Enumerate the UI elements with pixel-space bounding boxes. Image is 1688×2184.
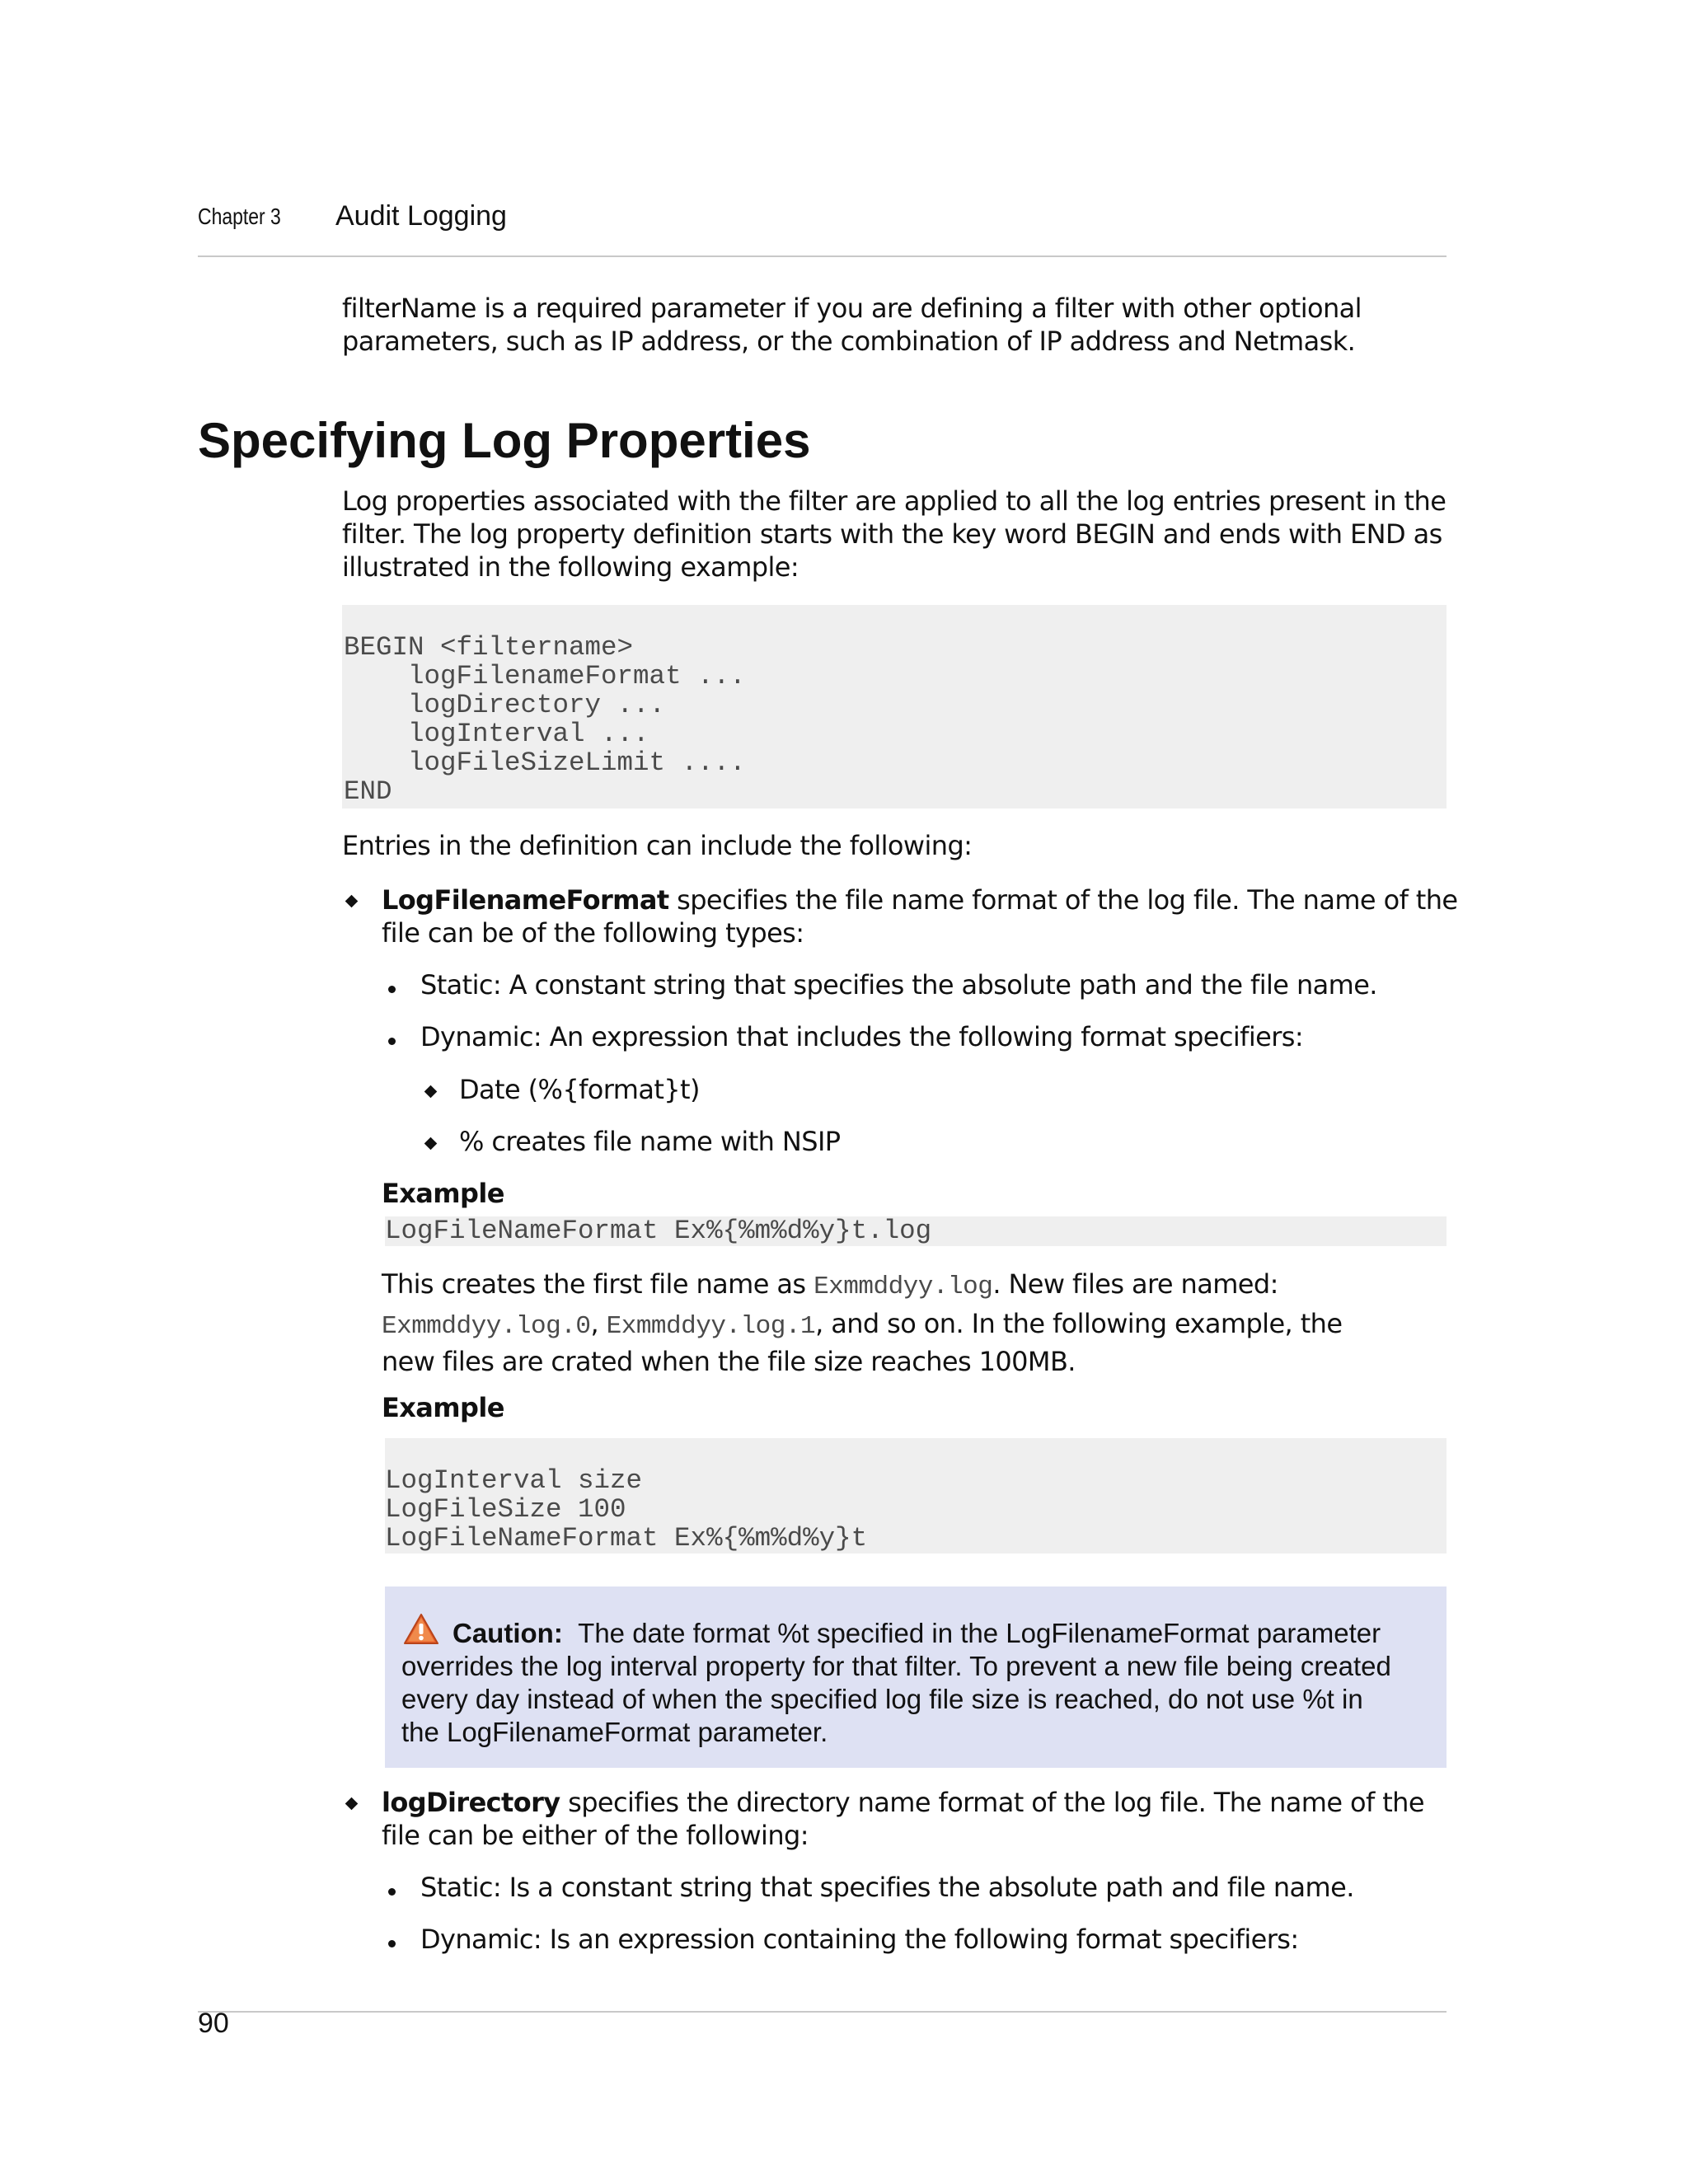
entries-intro-text: Entries in the definition can include the following: [342, 830, 973, 861]
example-description-line-2 [382, 1307, 1453, 1343]
chapter-number: Chapter 3 [198, 204, 281, 229]
term-logfilenameformat: LogFilenameFormat [382, 884, 669, 916]
desc-code-2: Exmmddyy.log.0 [382, 1312, 591, 1341]
dot-bullet-icon [388, 1888, 396, 1896]
section-para-line-1: Log properties associated with the filter are applied to all the log entries present in the [342, 485, 1447, 517]
diamond-bullet-icon [345, 895, 359, 908]
bullet-logfilenameformat-rest: specifies the file name format of the log file. The name of the [668, 884, 1458, 916]
spec-nsip-text: % creates file name with NSIP [459, 1126, 841, 1157]
desc-code-1: Exmmddyy.log [814, 1272, 993, 1301]
example-label-2: Example [382, 1392, 504, 1423]
page-number: 90 [198, 2008, 229, 2039]
code-example-2-text: LogInterval size LogFileSize 100 LogFileNameFormat Ex%{%m%d%y}t [385, 1465, 868, 1554]
caution-box [385, 1586, 1447, 1768]
entries-intro [342, 829, 1447, 862]
diamond-bullet-icon [424, 1137, 438, 1151]
code-example-2 [385, 1438, 1447, 1554]
chapter-title: Audit Logging [335, 200, 507, 232]
example-description-line-3: new files are crated when the file size reaches 100MB. [382, 1346, 1076, 1377]
bullet-logdirectory-line-2: file can be either of the following: [382, 1820, 809, 1851]
example-description-line-1 [382, 1268, 1453, 1304]
section-heading: Specifying Log Properties [198, 413, 811, 468]
desc-part-2: . New files are named: [992, 1268, 1278, 1300]
caution-text [401, 1613, 1423, 1749]
caution-label: Caution: [452, 1618, 563, 1648]
bullet-logfilenameformat-line-2: file can be of the following types: [382, 917, 804, 949]
spec-date [459, 1073, 700, 1106]
running-header [198, 200, 1434, 233]
sub-bullet-dynamic-2-text: Dynamic: Is an expression containing the following format specifiers: [420, 1924, 1299, 1955]
term-logdirectory: logDirectory [382, 1787, 560, 1818]
sub-bullet-static-text: Static: A constant string that specifies the absolute path and the file name. [420, 969, 1377, 1001]
bullet-logdirectory-rest: specifies the directory name format of the log file. The name of the [560, 1787, 1424, 1818]
example-description [382, 1268, 1453, 1378]
bullet-logdirectory-line-1 [382, 1786, 1453, 1819]
sub-bullet-static-2 [420, 1871, 1354, 1904]
example-label-1: Example [382, 1178, 504, 1209]
diamond-bullet-icon [345, 1797, 359, 1811]
code-block-begin-end [342, 605, 1447, 808]
desc-code-3: Exmmddyy.log.1 [606, 1312, 816, 1341]
dot-bullet-icon [388, 1940, 396, 1947]
spec-nsip [459, 1125, 840, 1158]
section-paragraph [342, 485, 1451, 583]
sub-bullet-static-2-text: Static: Is a constant string that specifies the absolute path and file name. [420, 1872, 1354, 1903]
sub-bullet-static [420, 968, 1377, 1001]
intro-line-2: parameters, such as IP address, or the combination of IP address and Netmask. [342, 326, 1356, 357]
sub-bullet-dynamic-2 [420, 1923, 1299, 1956]
code-example-1-text: LogFileNameFormat Ex%{%m%d%y}t.log [385, 1216, 932, 1246]
caution-line-2: overrides the log interval property for that filter. To prevent a new file being created [401, 1651, 1391, 1681]
footer-rule [198, 2011, 1447, 2013]
section-para-line-2: filter. The log property definition starts with the key word BEGIN and ends with END as [342, 518, 1442, 550]
desc-part-3: , [590, 1308, 607, 1339]
sub-bullet-dynamic-text: Dynamic: An expression that includes the following format specifiers: [420, 1021, 1304, 1052]
header-rule [198, 255, 1447, 257]
dot-bullet-icon [388, 1038, 396, 1045]
diamond-bullet-icon [424, 1085, 438, 1099]
desc-part-1: This creates the first file name as [382, 1268, 814, 1300]
desc-part-4: , and so on. In the following example, the [815, 1308, 1343, 1339]
section-para-line-3: illustrated in the following example: [342, 551, 799, 583]
code-block-begin-end-text: BEGIN <filtername> logFilenameFormat ... logDirectory ... logInterval ... logFileSizeLimit .... END [344, 632, 746, 807]
code-example-1 [385, 1216, 1447, 1246]
dot-bullet-icon [388, 986, 396, 993]
bullet-logfilenameformat [382, 883, 1458, 949]
bullet-logdirectory [382, 1786, 1453, 1852]
caution-line-4: the LogFilenameFormat parameter. [401, 1717, 828, 1747]
intro-line-1: filterName is a required parameter if you are defining a filter with other optional [342, 293, 1362, 324]
spec-date-text: Date (%{format}t) [459, 1074, 700, 1105]
intro-paragraph [342, 292, 1447, 358]
warning-triangle-icon [403, 1613, 439, 1646]
bullet-logfilenameformat-line-1 [382, 883, 1458, 916]
caution-line-3: every day instead of when the specified log file size is reached, do not use %t in [401, 1684, 1363, 1714]
caution-line-1: The date format %t specified in the LogFilenameFormat parameter [578, 1618, 1381, 1648]
sub-bullet-dynamic [420, 1020, 1303, 1053]
